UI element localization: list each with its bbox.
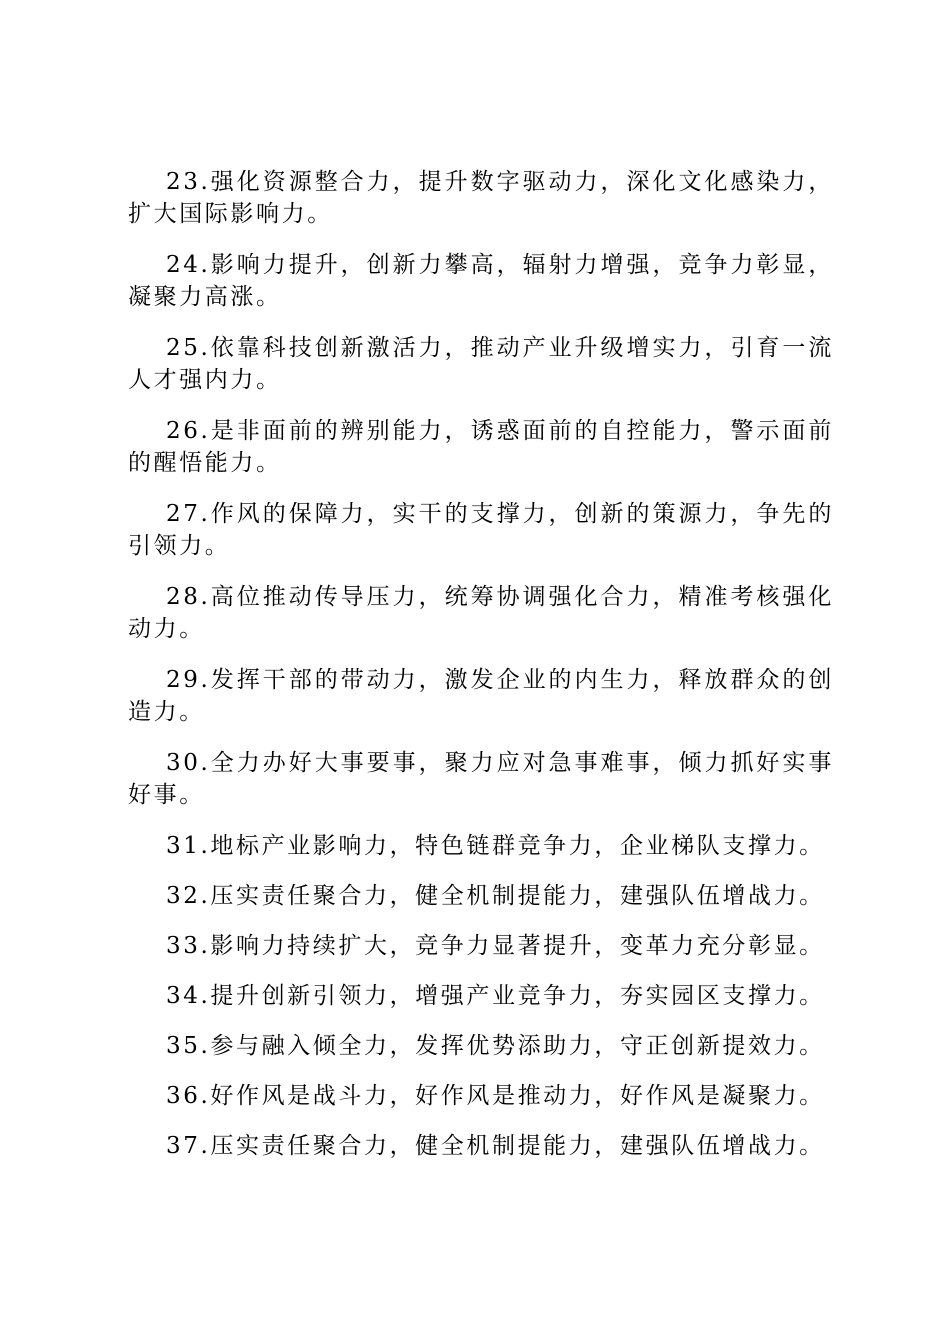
document-body bbox=[128, 166, 834, 1180]
list-item-25: 25.依靠科技创新激活力，推动产业升级增实力，引育一流人才强内力。 bbox=[128, 335, 834, 393]
list-item-27: 27.作风的保障力，实干的支撑力，创新的策源力，争先的引领力。 bbox=[128, 501, 834, 559]
list-item-26: 26.是非面前的辨别能力，诱惑面前的自控能力，警示面前的醒悟能力。 bbox=[128, 418, 834, 476]
list-item-24: 24.影响力提升，创新力攀高，辐射力增强，竞争力彰显，凝聚力高涨。 bbox=[128, 252, 834, 310]
list-item-33: 33.影响力持续扩大，竞争力显著提升，变革力充分彰显。 bbox=[166, 933, 825, 959]
list-item-28: 28.高位推动传导压力，统筹协调强化合力，精准考核强化动力。 bbox=[128, 584, 834, 642]
list-item-32: 32.压实责任聚合力，健全机制提能力，建强队伍增战力。 bbox=[166, 883, 825, 909]
list-item-30: 30.全力办好大事要事，聚力应对急事难事，倾力抓好实事好事。 bbox=[128, 750, 834, 808]
list-item-35: 35.参与融入倾全力，发挥优势添助力，守正创新提效力。 bbox=[166, 1033, 825, 1059]
list-item-23: 23.强化资源整合力，提升数字驱动力，深化文化感染力，扩大国际影响力。 bbox=[128, 169, 834, 227]
list-item-34: 34.提升创新引领力，增强产业竞争力，夯实园区支撑力。 bbox=[166, 983, 825, 1009]
list-item-31: 31.地标产业影响力，特色链群竞争力，企业梯队支撑力。 bbox=[166, 833, 825, 859]
list-item-36: 36.好作风是战斗力，好作风是推动力，好作风是凝聚力。 bbox=[166, 1083, 825, 1109]
list-item-29: 29.发挥干部的带动力，激发企业的内生力，释放群众的创造力。 bbox=[128, 667, 834, 725]
list-item-37: 37.压实责任聚合力，健全机制提能力，建强队伍增战力。 bbox=[166, 1133, 825, 1159]
